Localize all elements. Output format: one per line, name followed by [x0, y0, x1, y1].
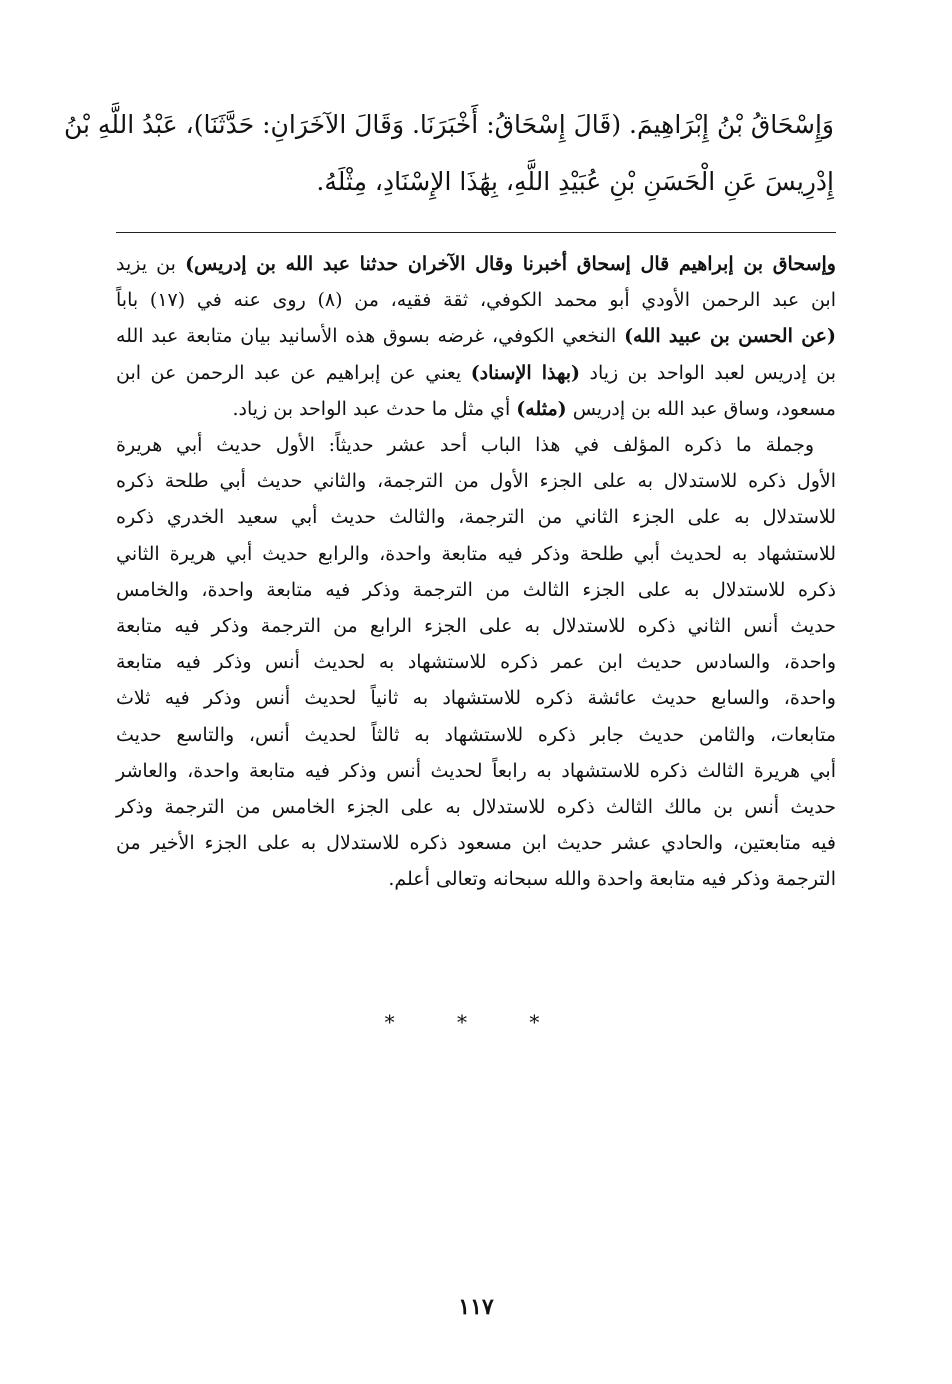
summary-line: وجملة ما ذكره المؤلف في هذا الباب أحد عشر حديثاً: الأول حديث أبي هريرة [116, 434, 814, 457]
text: يعني عن إبراهيم عن عبد الرحمن عن ابن [116, 361, 471, 384]
commentary-line [116, 355, 836, 391]
text: ابن عبد الرحمن الأودي أبو محمد الكوفي، ثقة فقيه، من (٨) روى عنه في (١٧) باباً [116, 289, 837, 312]
summary-line: أبي هريرة الثالث ذكره للاستشهاد به رابعاً لحديث أنس وذكر فيه متابعة واحدة، والعاشر [116, 759, 836, 782]
footnote-divider [116, 232, 836, 233]
summary-line: واحدة، والسابع حديث عائشة ذكره للاستشهاد به ثانياً لحديث أنس وذكر فيه ثلاث [116, 687, 836, 710]
text: أي مثل ما حدث عبد الواحد بن زياد. [232, 397, 517, 420]
summary-line: حديث أنس بن مالك الثالث ذكره للاستدلال به على الجزء الخامس من الترجمة وذكر [116, 796, 836, 819]
summary-line: الترجمة وذكر فيه متابعة واحدة والله سبحانه وتعالى أعلم. [388, 868, 836, 891]
commentary-line [116, 282, 836, 318]
text: النخعي الكوفي، غرضه بسوق هذه الأسانيد بيان متابعة عبد الله [116, 325, 625, 348]
summary-line: فيه متابعتين، والحادي عشر حديث ابن مسعود ذكره للاستدلال به على الجزء الأخير من [116, 832, 836, 855]
bold-quote: (مثله) [516, 397, 567, 420]
summary-line: ذكره للاستدلال به على الجزء الثالث من الترجمة وذكر فيه متابعة واحدة، والخامس [116, 578, 836, 601]
hadith-line: وَإِسْحَاقُ بْنُ إِبْرَاهِيمَ. (قَالَ إِسْحَاقُ: أَخْبَرَنَا. وَقَالَ الآخَرَانِ: حَدَّثَنَا)، عَبْدُ اللَّهِ بْنُ [63, 110, 834, 139]
commentary-line [116, 246, 836, 282]
section-separator: * * * [384, 1010, 568, 1034]
text: بن إدريس لعبد الواحد بن زياد [580, 361, 836, 384]
commentary [116, 246, 836, 898]
bold-quote: وإسحاق بن إبراهيم قال إسحاق أخبرنا وقال الآخران حدثنا عبد الله بن إدريس) [185, 253, 836, 275]
bold-quote: (عن الحسن بن عبيد الله) [624, 325, 836, 348]
bold-quote: (بهذا الإسناد) [470, 361, 581, 384]
commentary-line [116, 391, 836, 427]
summary-line: حديث أنس الثاني ذكره للاستدلال به على الجزء الرابع من الترجمة وذكر فيه متابعة [116, 615, 836, 638]
commentary-line [116, 318, 836, 354]
summary-line: للاستدلال به على الجزء الثاني من الترجمة، والثالث حديث أبي سعيد الخدري ذكره [116, 506, 836, 529]
summary-line: للاستشهاد به لحديث أبي طلحة وذكر فيه متابعة واحدة، والرابع حديث أبي هريرة الثاني [116, 542, 836, 565]
hadith-text [63, 96, 834, 210]
summary-line: الأول ذكره للاستدلال به على الجزء الأول من الترجمة، والثاني حديث أبي طلحة ذكره [116, 470, 836, 493]
summary-line: متابعات، والثامن حديث جابر ذكره للاستشهاد به ثالثاً لحديث أنس، والتاسع حديث [116, 723, 836, 746]
page-number: ١١٧ [458, 1294, 494, 1320]
summary-line: واحدة، والسادس حديث ابن عمر ذكره للاستشهاد به لحديث أنس وذكر فيه متابعة [116, 651, 836, 674]
hadith-line: إِدْرِيسَ عَنِ الْحَسَنِ بْنِ عُبَيْدِ اللَّهِ، بِهَٰذَا الإِسْنَادِ، مِثْلَهُ. [316, 167, 834, 196]
text: بن يزيد [116, 253, 186, 275]
text: مسعود، وساق عبد الله بن إدريس [566, 397, 836, 420]
